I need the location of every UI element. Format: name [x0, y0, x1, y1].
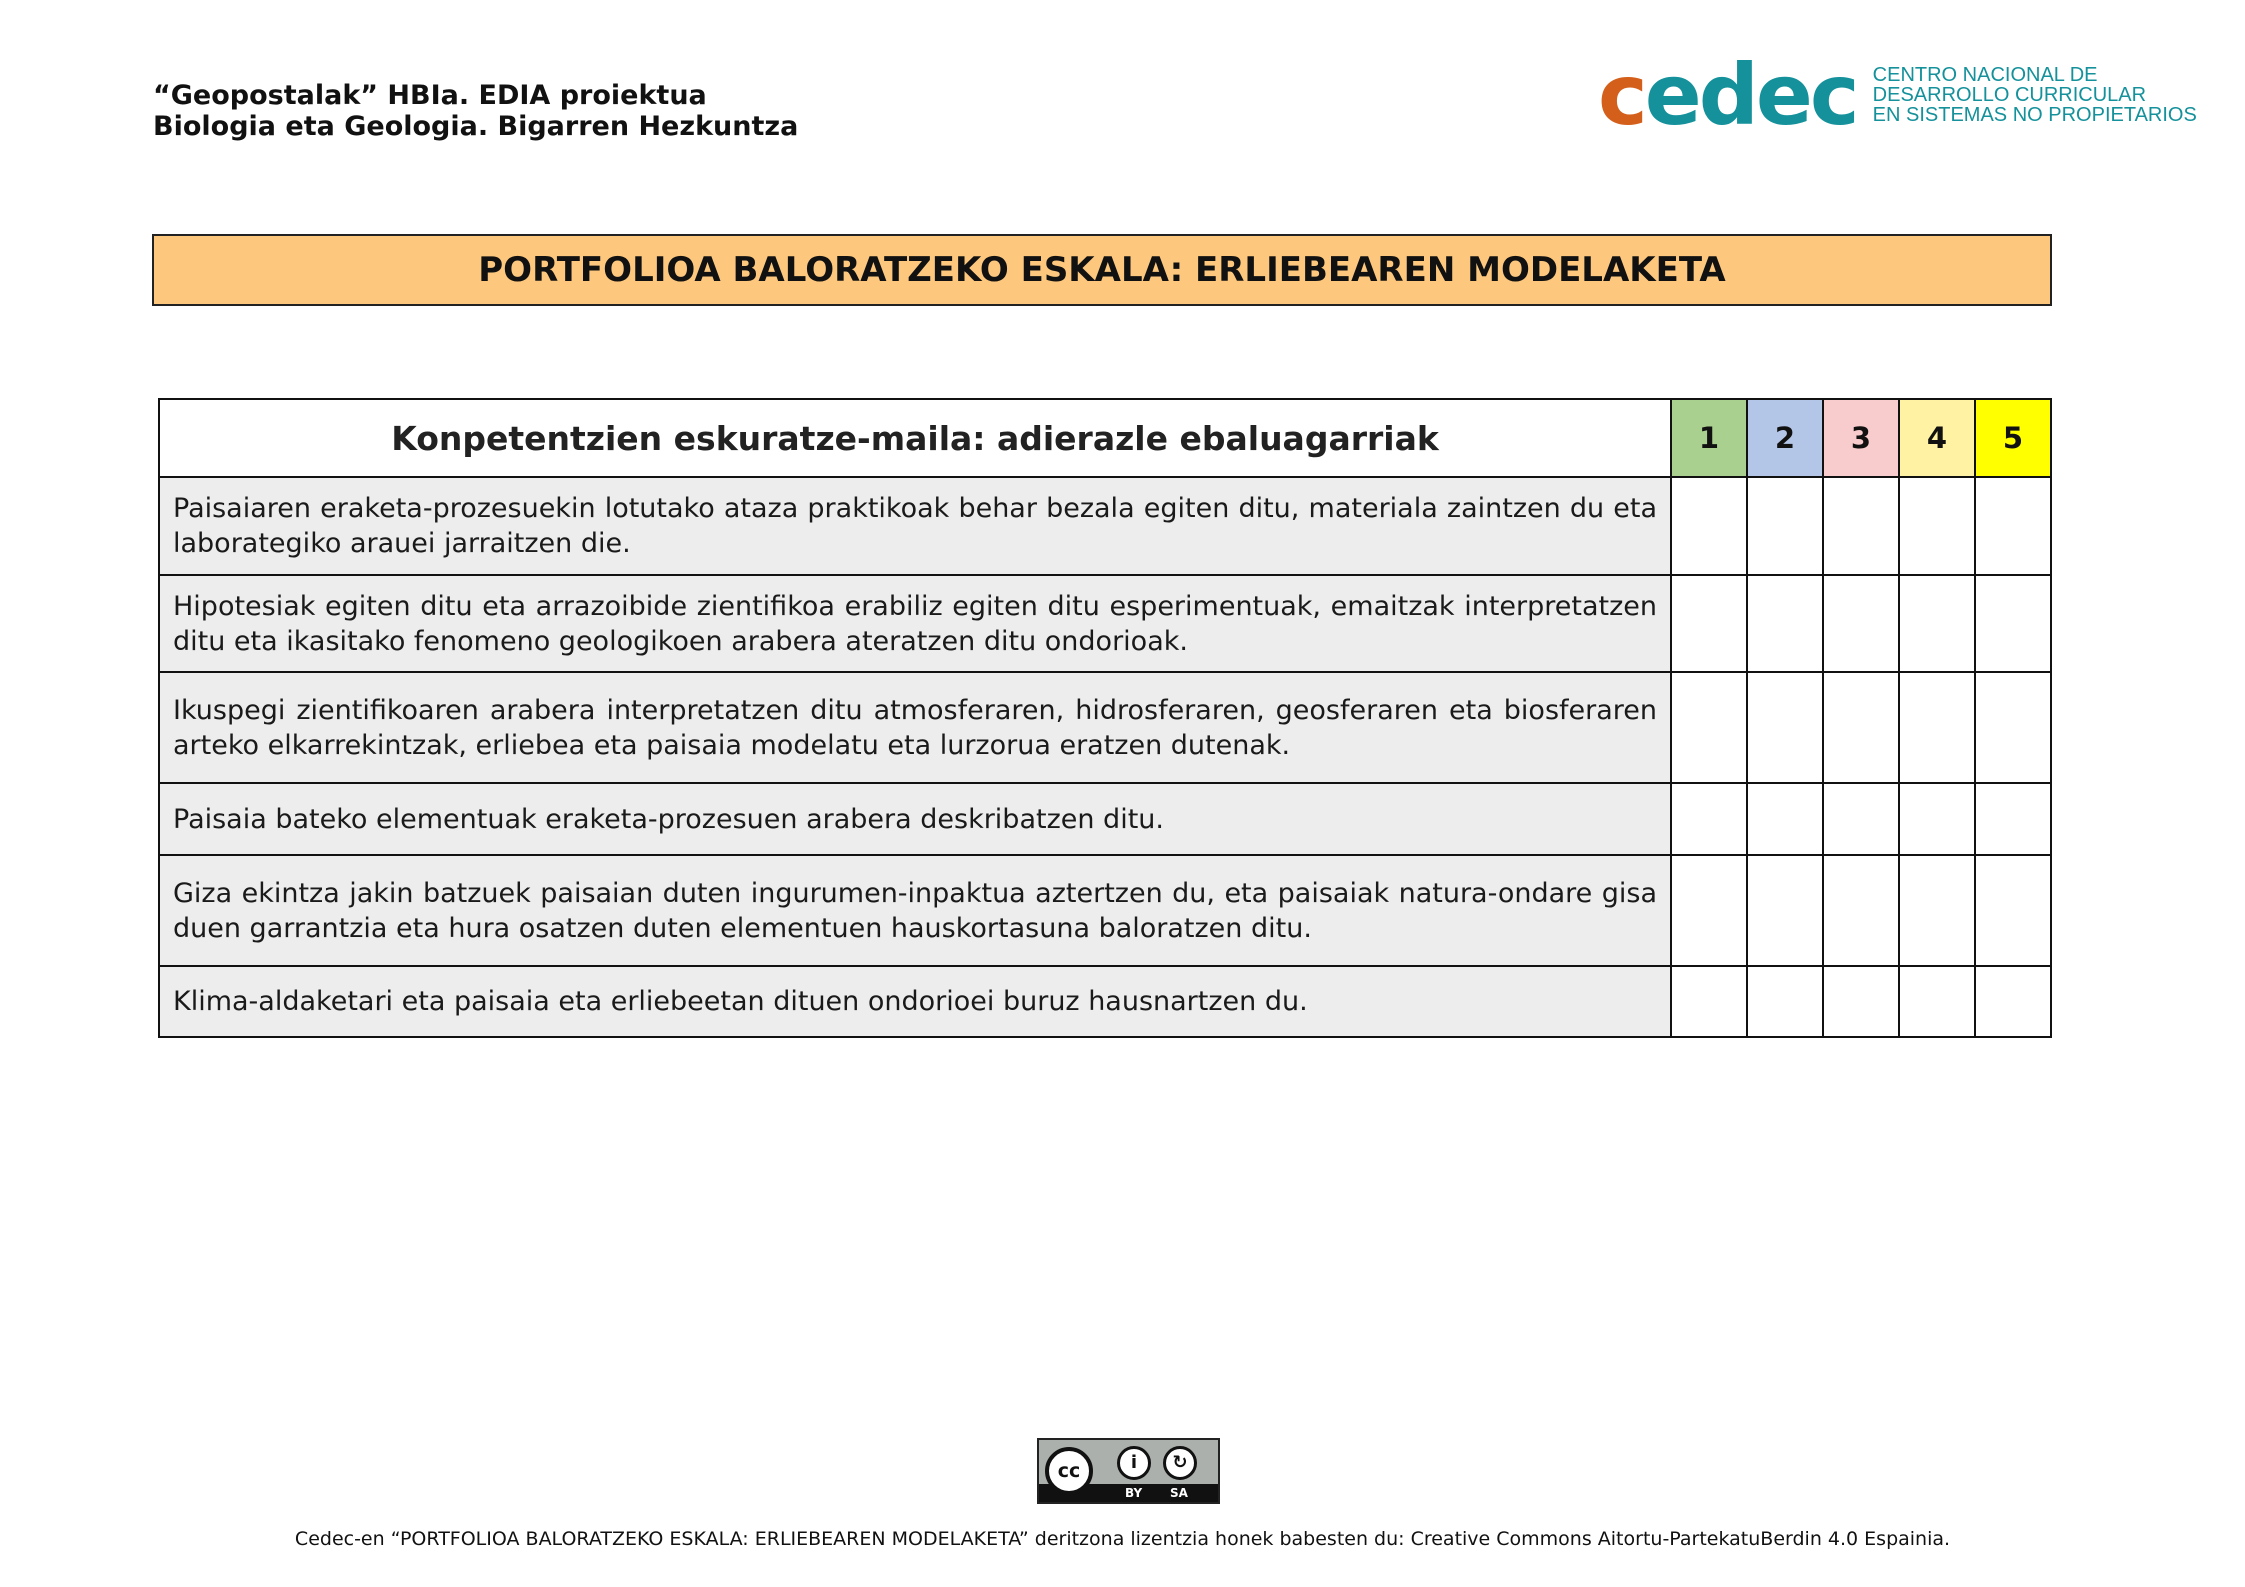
- score-cell-1[interactable]: [1671, 783, 1747, 855]
- indicator-text: Paisaiaren eraketa-prozesuekin lotutako ataza praktikoak behar bezala egiten ditu, materiala zaintzen du eta laborategiko arauei jarraitzen die.: [159, 477, 1671, 575]
- license-text: Cedec-en “PORTFOLIOA BALORATZEKO ESKALA: ERLIEBEAREN MODELAKETA” deritzona lizentzia honek babesten du: Creative Commons Aitortu-PartekatuBerdin 4.0 Espainia.: [294, 1528, 1951, 1550]
- score-cell-5[interactable]: [1975, 855, 2051, 966]
- indicator-text: Paisaia bateko elementuak eraketa-prozesuen arabera deskribatzen ditu.: [159, 783, 1671, 855]
- indicator-text: Hipotesiak egiten ditu eta arrazoibide zientifikoa erabiliz egiten ditu esperimentuak, emaitzak interpretatzen ditu eta ikasitako fenomeno geologikoen arabera ateratzen ditu ondorioak.: [159, 575, 1671, 672]
- score-cell-2[interactable]: [1747, 966, 1823, 1037]
- logo-wordmark-rest: edec: [1644, 46, 1857, 144]
- sa-label: SA: [1170, 1486, 1188, 1500]
- score-cell-5[interactable]: [1975, 575, 2051, 672]
- table-header-row: [159, 399, 2051, 477]
- cc-icon: cc: [1045, 1447, 1093, 1495]
- indicators-header: Konpetentzien eskuratze-maila: adierazle ebaluagarriak: [159, 399, 1671, 477]
- score-cell-4[interactable]: [1899, 477, 1975, 575]
- score-cell-5[interactable]: [1975, 672, 2051, 783]
- indicator-text: Klima-aldaketari eta paisaia eta erliebeetan dituen ondorioei buruz hausnartzen du.: [159, 966, 1671, 1037]
- score-cell-4[interactable]: [1899, 855, 1975, 966]
- score-header-3: 3: [1823, 399, 1899, 477]
- score-cell-4[interactable]: [1899, 672, 1975, 783]
- rubric-table: [158, 398, 2052, 1038]
- score-header-5: 5: [1975, 399, 2051, 477]
- score-cell-3[interactable]: [1823, 855, 1899, 966]
- score-cell-3[interactable]: [1823, 966, 1899, 1037]
- cc-by-sa-badge: [1037, 1438, 1220, 1504]
- score-cell-1[interactable]: [1671, 575, 1747, 672]
- document-header: [153, 80, 798, 142]
- by-label: BY: [1125, 1486, 1143, 1500]
- score-cell-2[interactable]: [1747, 477, 1823, 575]
- score-cell-2[interactable]: [1747, 672, 1823, 783]
- logo-wordmark: [1598, 46, 1857, 144]
- score-cell-4[interactable]: [1899, 575, 1975, 672]
- score-cell-3[interactable]: [1823, 575, 1899, 672]
- logo-subtitle-line: DESARROLLO CURRICULAR: [1872, 84, 2147, 106]
- cedec-logo: [1598, 46, 2197, 144]
- logo-subtitle-line: EN SISTEMAS NO PROPIETARIOS: [1872, 104, 2197, 126]
- score-cell-5[interactable]: [1975, 966, 2051, 1037]
- logo-subtitle: [1873, 65, 2197, 125]
- indicator-text: Ikuspegi zientifikoaren arabera interpretatzen ditu atmosferaren, hidrosferaren, geosferaren eta biosferaren arteko elkarrekintzak, erliebea eta paisaia modelatu eta lurzorua eratzen dutenak.: [159, 672, 1671, 783]
- table-row: [159, 855, 2051, 966]
- table-row: [159, 672, 2051, 783]
- score-header-2: 2: [1747, 399, 1823, 477]
- attribution-icon: i: [1117, 1446, 1151, 1480]
- score-cell-4[interactable]: [1899, 783, 1975, 855]
- logo-wordmark-c: c: [1598, 46, 1645, 144]
- score-cell-1[interactable]: [1671, 966, 1747, 1037]
- score-cell-3[interactable]: [1823, 783, 1899, 855]
- table-row: [159, 783, 2051, 855]
- table-row: [159, 477, 2051, 575]
- score-cell-3[interactable]: [1823, 477, 1899, 575]
- score-cell-5[interactable]: [1975, 477, 2051, 575]
- project-title: “Geopostalak” HBIa. EDIA proiektua: [153, 80, 707, 111]
- subject-title: Biologia eta Geologia. Bigarren Hezkuntza: [153, 111, 799, 142]
- score-header-4: 4: [1899, 399, 1975, 477]
- score-cell-4[interactable]: [1899, 966, 1975, 1037]
- score-cell-2[interactable]: [1747, 575, 1823, 672]
- score-cell-5[interactable]: [1975, 783, 2051, 855]
- score-cell-1[interactable]: [1671, 672, 1747, 783]
- logo-subtitle-line: CENTRO NACIONAL DE: [1872, 64, 2098, 86]
- indicator-text: Giza ekintza jakin batzuek paisaian duten ingurumen-inpaktua aztertzen du, eta paisaiak natura-ondare gisa duen garrantzia eta hura osatzen duten elementuen hauskortasuna baloratzen ditu.: [159, 855, 1671, 966]
- page-title: PORTFOLIOA BALORATZEKO ESKALA: ERLIEBEAREN MODELAKETA: [152, 234, 2052, 306]
- score-header-1: 1: [1671, 399, 1747, 477]
- score-cell-3[interactable]: [1823, 672, 1899, 783]
- table-row: [159, 966, 2051, 1037]
- score-cell-2[interactable]: [1747, 783, 1823, 855]
- score-cell-1[interactable]: [1671, 477, 1747, 575]
- score-cell-2[interactable]: [1747, 855, 1823, 966]
- share-alike-icon: ↻: [1163, 1446, 1197, 1480]
- score-cell-1[interactable]: [1671, 855, 1747, 966]
- table-row: [159, 575, 2051, 672]
